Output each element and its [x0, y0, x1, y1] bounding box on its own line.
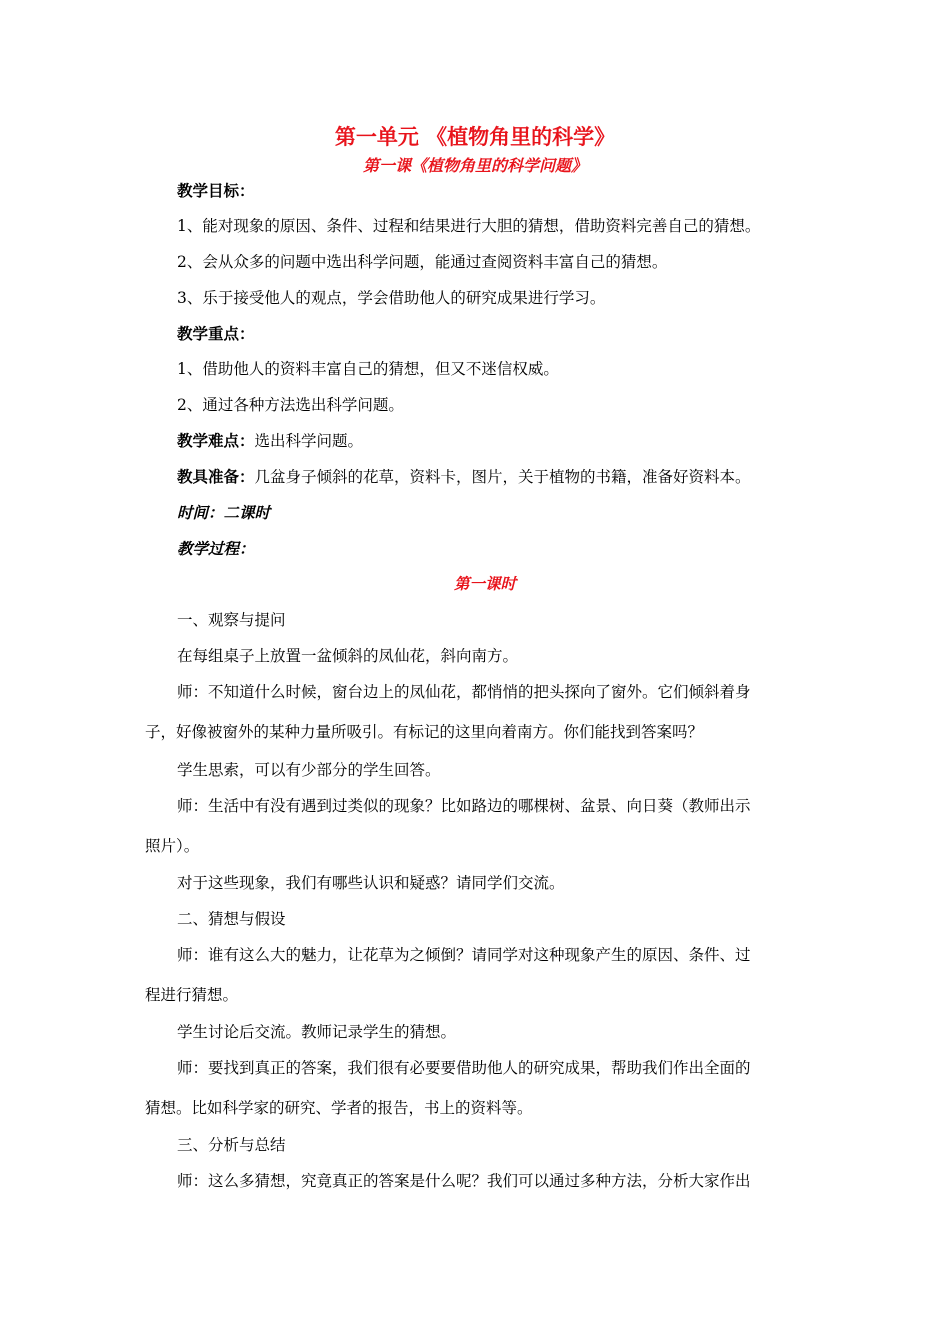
- paragraph-continuation: 猜想。比如科学家的研究、学者的报告，书上的资料等。: [145, 1099, 533, 1117]
- paragraph: 师：要找到真正的答案，我们很有必要要借助他人的研究成果，帮助我们作出全面的: [177, 1059, 751, 1077]
- materials-label: 教具准备：: [177, 468, 255, 486]
- objective-item: 1、能对现象的原因、条件、过程和结果进行大胆的猜想，借助资料完善自己的猜想。: [177, 217, 761, 235]
- section-heading: 一、观察与提问: [177, 611, 286, 629]
- paragraph: 学生讨论后交流。教师记录学生的猜想。: [177, 1023, 457, 1041]
- objective-item: 2、会从众多的问题中选出科学问题，能通过查阅资料丰富自己的猜想。: [177, 253, 668, 271]
- difficulty-row: [177, 429, 363, 451]
- paragraph: 师：谁有这么大的魅力，让花草为之倾倒？请同学对这种现象产生的原因、条件、过: [177, 946, 751, 964]
- paragraph-continuation: 子，好像被窗外的某种力量所吸引。有标记的这里向着南方。你们能找到答案吗？: [145, 723, 704, 741]
- key-points-heading: 教学重点：: [177, 325, 255, 343]
- process-heading: 教学过程：: [177, 540, 255, 558]
- materials-text: 几盆身子倾斜的花草，资料卡，图片，关于植物的书籍，准备好资料本。: [254, 468, 751, 486]
- time-line: 时间：二课时: [177, 504, 271, 522]
- paragraph-continuation: 照片）。: [145, 837, 200, 855]
- objectives-heading: 教学目标：: [177, 182, 255, 200]
- materials-row: [177, 465, 751, 487]
- unit-title: 第一单元 《植物角里的科学》: [334, 125, 616, 149]
- difficulty-label: 教学难点：: [177, 432, 255, 450]
- paragraph: 对于这些现象，我们有哪些认识和疑惑？请同学们交流。: [177, 874, 565, 892]
- paragraph: 在每组桌子上放置一盆倾斜的凤仙花，斜向南方。: [177, 647, 519, 665]
- paragraph-continuation: 程进行猜想。: [145, 986, 239, 1004]
- paragraph: 师：生活中有没有遇到过类似的现象？比如路边的哪棵树、盆景、向日葵（教师出示: [177, 797, 751, 815]
- section-heading: 三、分析与总结: [177, 1136, 286, 1154]
- section-heading: 二、猜想与假设: [177, 910, 286, 928]
- objective-item: 3、乐于接受他人的观点，学会借助他人的研究成果进行学习。: [177, 289, 606, 307]
- paragraph: 学生思索，可以有少部分的学生回答。: [177, 761, 441, 779]
- lesson-subtitle: 第一课《植物角里的科学问题》: [362, 156, 587, 175]
- key-point-item: 1、借助他人的资料丰富自己的猜想，但又不迷信权威。: [177, 360, 559, 378]
- paragraph: 师：这么多猜想，究竟真正的答案是什么呢？我们可以通过多种方法，分析大家作出: [177, 1172, 751, 1190]
- difficulty-text: 选出科学问题。: [254, 432, 364, 450]
- lesson1-heading: 第一课时: [453, 575, 516, 593]
- key-point-item: 2、通过各种方法选出科学问题。: [177, 396, 404, 414]
- paragraph: 师：不知道什么时候，窗台边上的凤仙花，都悄悄的把头探向了窗外。它们倾斜着身: [177, 683, 751, 701]
